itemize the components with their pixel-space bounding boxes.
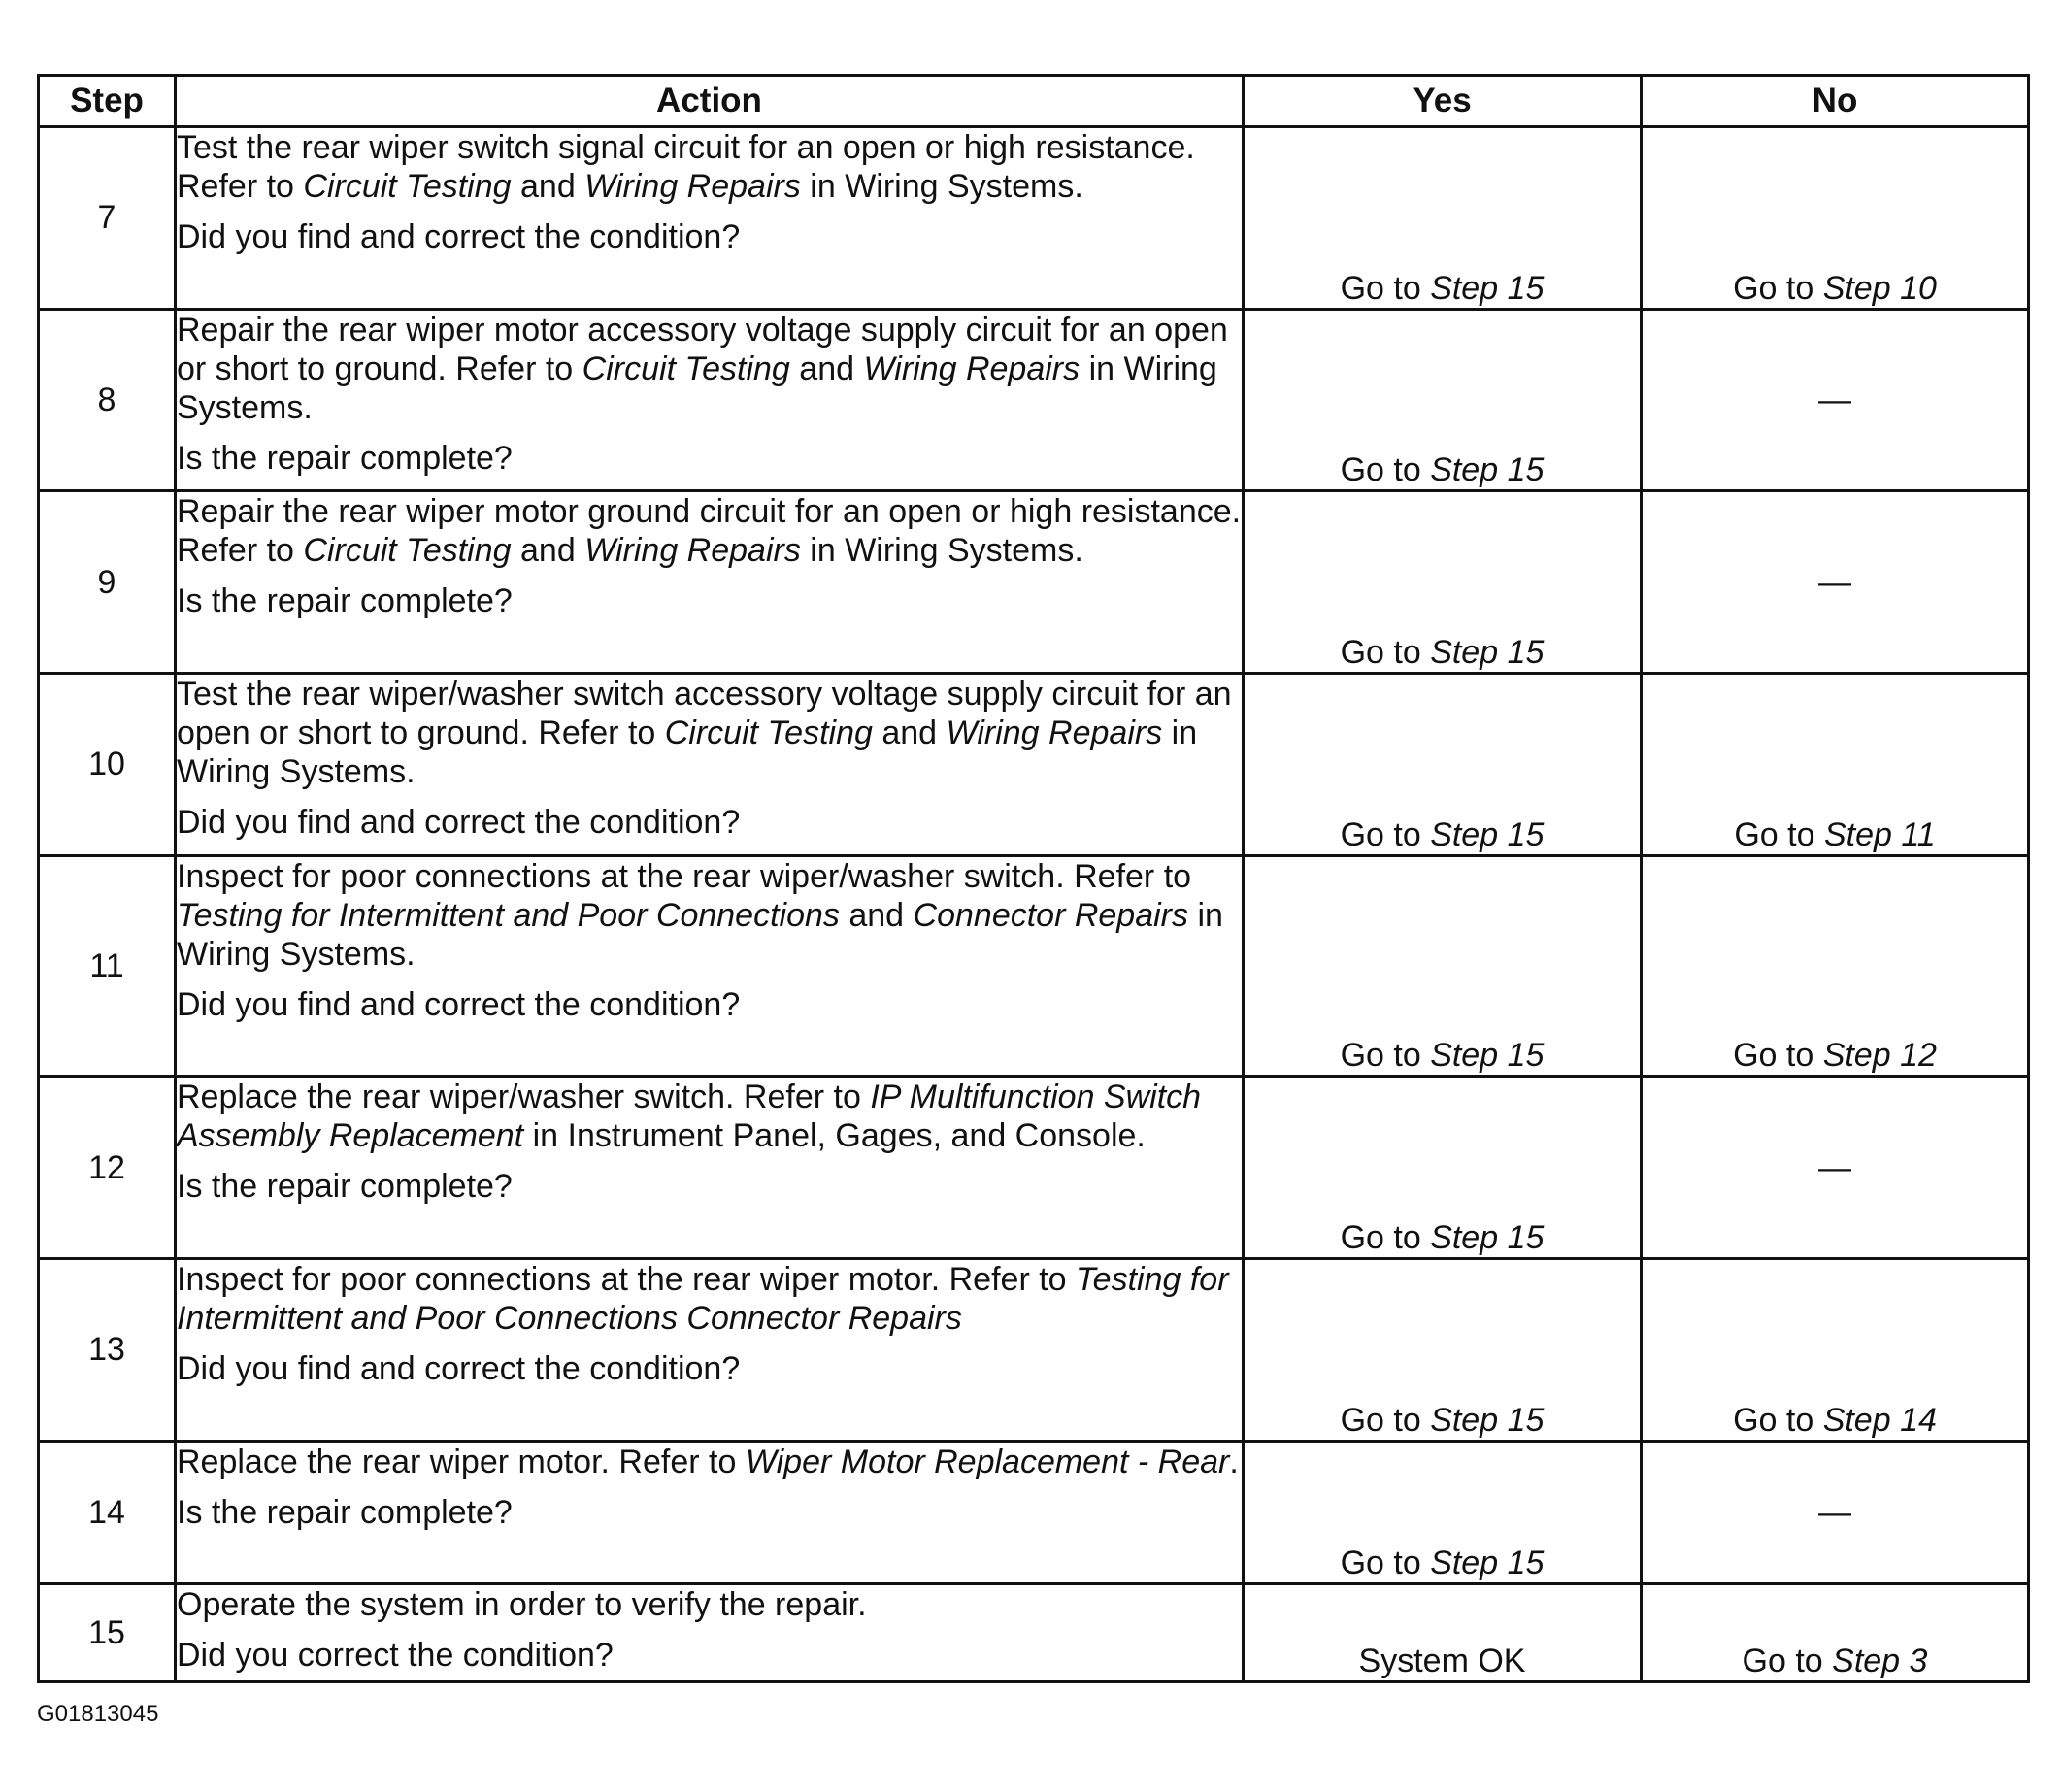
table-row (39, 127, 2029, 310)
instruction-text: in Wiring Systems. (800, 168, 1083, 205)
no-result (1642, 1077, 2029, 1259)
instruction-text: and (511, 168, 585, 205)
result-text: System OK (1358, 1643, 1526, 1679)
reference-text: Wiring Repairs (584, 532, 801, 570)
table-row (39, 1259, 2029, 1442)
instruction-text: Replace the rear wiper motor. Refer to (177, 1443, 746, 1480)
step-number: 10 (39, 673, 176, 855)
header-no: No (1642, 76, 2029, 127)
step-reference: Step 15 (1430, 1219, 1545, 1257)
figure-id: G01813045 (37, 1701, 159, 1727)
step-number: 13 (39, 1259, 176, 1442)
step-reference: Step 15 (1430, 451, 1545, 489)
action-cell (176, 127, 1244, 310)
yes-result (1244, 309, 1642, 491)
instruction-text: and (511, 532, 585, 570)
result-text: Go to (1340, 1401, 1431, 1439)
yes-result (1244, 491, 1642, 674)
header-row (39, 76, 2029, 127)
action-question: Is the repair complete? (177, 439, 513, 477)
instruction-text: Test the rear wiper/washer switch accessory voltage supply circuit for an open or short to ground. Refer to (177, 675, 1232, 751)
table-row (39, 673, 2029, 855)
result-text: Go to (1340, 451, 1431, 489)
instruction-text: Inspect for poor connections at the rear wiper/washer switch. Refer to (177, 857, 1192, 895)
diagnostic-procedure-table (37, 74, 2030, 1683)
action-cell (176, 1259, 1244, 1442)
no-result (1642, 309, 2029, 491)
step-number: 7 (39, 127, 176, 310)
reference-text: Connector Repairs (913, 896, 1189, 934)
result-text: Go to (1340, 633, 1431, 671)
no-result (1642, 127, 2029, 310)
step-reference: Step 15 (1430, 633, 1545, 671)
yes-result (1244, 1584, 1642, 1682)
instruction-text: Replace the rear wiper/washer switch. Refer to (177, 1079, 871, 1116)
no-result (1642, 1584, 2029, 1682)
header-action: Action (176, 76, 1244, 127)
action-instruction (177, 1260, 1242, 1338)
yes-result (1244, 1077, 1642, 1259)
step-reference: Step 12 (1822, 1037, 1937, 1075)
reference-text: Wiper Motor Replacement - Rear (745, 1443, 1230, 1480)
action-question: Did you find and correct the condition? (177, 1350, 741, 1388)
step-number: 14 (39, 1441, 176, 1583)
step-reference: Step 15 (1430, 1544, 1545, 1582)
instruction-text: Inspect for poor connections at the rear wiper motor. Refer to (177, 1261, 1077, 1299)
step-number: 12 (39, 1077, 176, 1259)
reference-text: IP Multifunction Switch Assembly Replacement (177, 1079, 1202, 1155)
instruction-text: and (872, 713, 947, 751)
table-row (39, 1441, 2029, 1583)
step-reference: Step 15 (1430, 1037, 1545, 1075)
instruction-text: in Wiring Systems. (177, 896, 1223, 973)
reference-text: Testing for Intermittent and Poor Connections (177, 896, 840, 934)
result-text: Go to (1340, 815, 1431, 853)
action-instruction (177, 1078, 1242, 1155)
action-question: Did you find and correct the condition? (177, 985, 741, 1023)
reference-text: Wiring Repairs (584, 168, 801, 205)
reference-text: Wiring Repairs (863, 349, 1081, 387)
step-reference: Step 11 (1823, 815, 1936, 853)
yes-result (1244, 1259, 1642, 1442)
action-cell (176, 855, 1244, 1077)
action-instruction (177, 1585, 1242, 1624)
table-row (39, 1077, 2029, 1259)
result-text: Go to (1340, 269, 1431, 307)
action-question: Is the repair complete? (177, 1493, 513, 1531)
reference-text: Testing for Intermittent and Poor Connections Connector Repairs (177, 1261, 1229, 1338)
yes-result (1244, 1441, 1642, 1583)
action-cell (176, 309, 1244, 491)
action-instruction (177, 857, 1242, 974)
instruction-text: Operate the system in order to verify the repair. (177, 1586, 867, 1624)
reference-text: Circuit Testing (582, 349, 790, 387)
action-cell (176, 1584, 1244, 1682)
no-result (1642, 491, 2029, 674)
action-question: Did you find and correct the condition? (177, 218, 741, 255)
step-number: 9 (39, 491, 176, 674)
action-instruction (177, 675, 1242, 791)
reference-text: Circuit Testing (303, 168, 512, 205)
step-reference: Step 15 (1430, 815, 1545, 853)
instruction-text: in Wiring Systems. (177, 713, 1198, 790)
step-reference: Step 15 (1430, 1401, 1545, 1439)
action-question: Did you find and correct the condition? (177, 803, 741, 841)
reference-text: Circuit Testing (303, 532, 512, 570)
action-cell (176, 1441, 1244, 1583)
reference-text: Circuit Testing (664, 713, 873, 751)
no-result (1642, 673, 2029, 855)
action-question: Is the repair complete? (177, 582, 513, 620)
header-step: Step (39, 76, 176, 127)
table-row (39, 491, 2029, 674)
instruction-text: Repair the rear wiper motor accessory voltage supply circuit for an open or short to ground. Refer to (177, 311, 1228, 387)
result-text: Go to (1340, 1037, 1431, 1075)
action-instruction (177, 492, 1242, 570)
action-instruction (177, 311, 1242, 427)
result-text: Go to (1340, 1219, 1431, 1257)
result-text: — (1818, 563, 1851, 601)
action-question: Did you correct the condition? (177, 1637, 614, 1675)
step-reference: Step 3 (1832, 1643, 1928, 1679)
instruction-text: in Instrument Panel, Gages, and Console. (523, 1117, 1146, 1155)
result-text: Go to (1734, 815, 1824, 853)
action-instruction (177, 128, 1242, 206)
action-cell (176, 673, 1244, 855)
step-number: 8 (39, 309, 176, 491)
result-text: Go to (1340, 1544, 1431, 1582)
no-result (1642, 1259, 2029, 1442)
instruction-text: in Wiring Systems. (800, 532, 1083, 570)
yes-result (1244, 673, 1642, 855)
step-number: 15 (39, 1584, 176, 1682)
yes-result (1244, 855, 1642, 1077)
table-row (39, 1584, 2029, 1682)
result-text: Go to (1733, 1037, 1823, 1075)
header-yes: Yes (1244, 76, 1642, 127)
yes-result (1244, 127, 1642, 310)
instruction-text: and (839, 896, 914, 934)
result-text: — (1818, 1493, 1851, 1531)
result-text: Go to (1733, 269, 1823, 307)
step-reference: Step 14 (1822, 1401, 1937, 1439)
step-number: 11 (39, 855, 176, 1077)
instruction-text: and (789, 349, 864, 387)
result-text: — (1818, 381, 1851, 418)
table-body (39, 127, 2029, 1682)
instruction-text: . (1229, 1443, 1239, 1480)
action-instruction (177, 1443, 1242, 1481)
instruction-text: Test the rear wiper switch signal circuit for an open or high resistance. Refer to (177, 129, 1195, 205)
instruction-text: Repair the rear wiper motor ground circuit for an open or high resistance. Refer to (177, 493, 1242, 570)
action-cell (176, 1077, 1244, 1259)
no-result (1642, 855, 2029, 1077)
step-reference: Step 10 (1822, 269, 1937, 307)
reference-text: Wiring Repairs (946, 713, 1163, 751)
result-text: Go to (1733, 1401, 1823, 1439)
result-text: Go to (1742, 1643, 1833, 1679)
step-reference: Step 15 (1430, 269, 1545, 307)
no-result (1642, 1441, 2029, 1583)
table-row (39, 309, 2029, 491)
table-row (39, 855, 2029, 1077)
action-question: Is the repair complete? (177, 1168, 513, 1206)
instruction-text: in Wiring Systems. (177, 349, 1217, 426)
result-text: — (1818, 1148, 1851, 1186)
action-cell (176, 491, 1244, 674)
